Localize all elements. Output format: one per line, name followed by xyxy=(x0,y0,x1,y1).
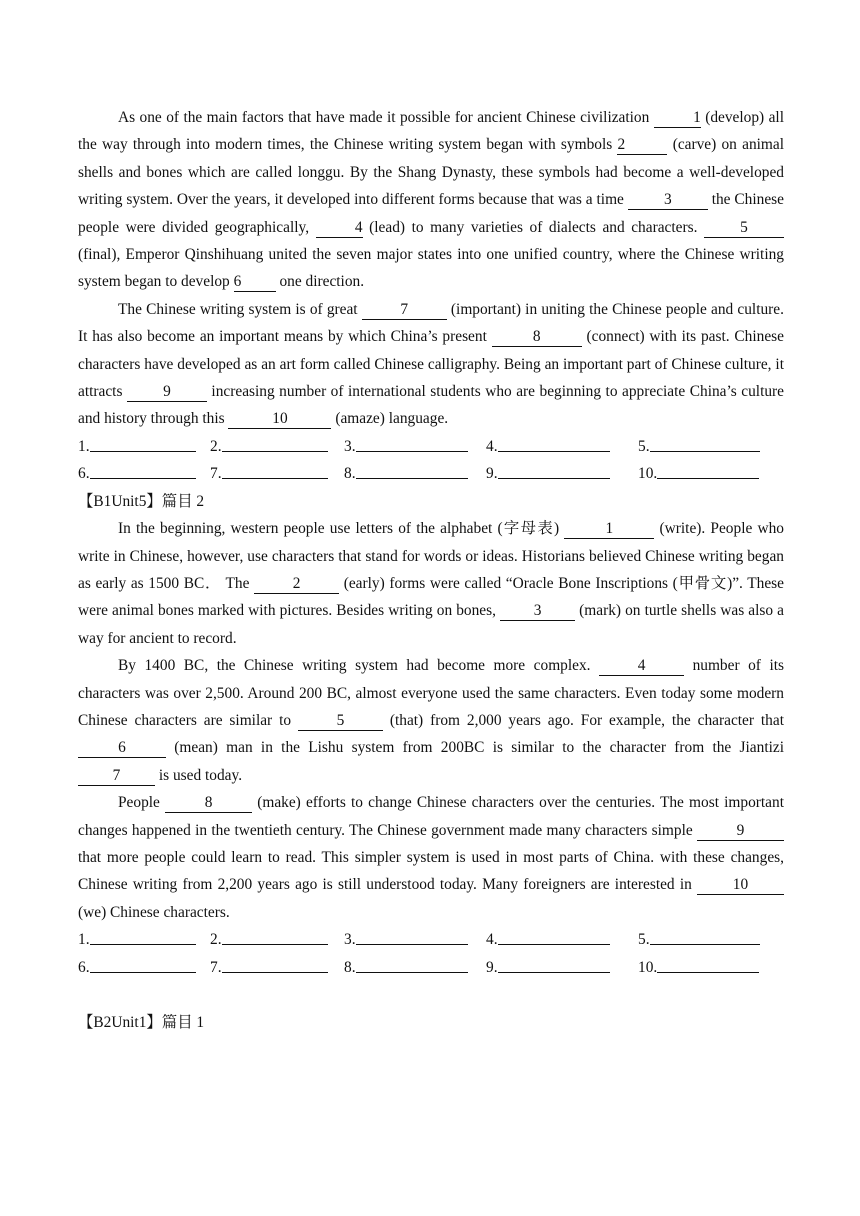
paragraph-text: The Chinese writing system is of great xyxy=(118,300,362,318)
fill-in-blank-10[interactable]: 10 xyxy=(228,410,331,429)
answer-line[interactable] xyxy=(222,433,328,452)
answer-slot xyxy=(344,433,486,460)
fill-in-blank-6[interactable]: 6 xyxy=(234,273,276,292)
answer-slot xyxy=(486,460,638,487)
fill-in-blank-5[interactable]: 5 xyxy=(298,712,383,731)
fill-in-blank-9[interactable]: 9 xyxy=(127,383,207,402)
answer-number: 9. xyxy=(486,465,498,483)
answer-number: 5. xyxy=(638,931,650,949)
answer-line[interactable] xyxy=(498,433,610,452)
answer-line[interactable] xyxy=(90,926,196,945)
answer-line[interactable] xyxy=(356,954,468,973)
answer-slot xyxy=(78,954,210,981)
passage2-paragraph3 xyxy=(78,789,784,926)
paragraph-text: In the beginning, western people use letters of the alphabet (字母表) xyxy=(118,520,565,538)
paragraph-text: one direction. xyxy=(275,273,365,291)
section-heading-b1unit5: 【B1Unit5】篇目 2 xyxy=(78,492,205,510)
answer-row-4 xyxy=(78,954,784,981)
paragraph-text: (amaze) language. xyxy=(331,410,449,428)
answer-line[interactable] xyxy=(90,433,196,452)
paragraph-text: By 1400 BC, the Chinese writing system had become more complex. xyxy=(118,657,600,675)
answer-slot xyxy=(344,954,486,981)
answer-line[interactable] xyxy=(657,460,759,479)
answer-line[interactable] xyxy=(356,433,468,452)
fill-in-blank-4[interactable]: 4 xyxy=(599,657,684,676)
paragraph-text: (develop) all the way through into modern times, the Chinese writing system began with symbols xyxy=(78,109,784,154)
document-page xyxy=(78,104,784,1036)
paragraph-text: (that) from 2,000 years ago. For example, the character that xyxy=(382,711,784,729)
answer-line[interactable] xyxy=(222,954,328,973)
paragraph-text: As one of the main factors that have made it possible for ancient Chinese civilization xyxy=(118,109,654,126)
answer-number: 3. xyxy=(344,931,356,949)
answer-slot xyxy=(210,926,344,953)
answer-line[interactable] xyxy=(498,460,610,479)
answer-number: 10. xyxy=(638,465,658,483)
passage1-paragraph1 xyxy=(78,104,784,296)
paragraph-text: (carve) on animal shells and bones which are called longgu. By the Shang Dynasty, these symbols had become a well-developed writing system. Over the years, it developed into different forms because that was a time xyxy=(78,136,784,209)
answer-number: 9. xyxy=(486,958,498,976)
paragraph-text: (mean) man in the Lishu system from 200BC is similar to the character from the Jiantizi xyxy=(166,739,784,757)
answer-number: 7. xyxy=(210,465,222,483)
paragraph-text: People xyxy=(118,794,166,812)
answer-number: 5. xyxy=(638,437,650,455)
paragraph-text: (connect) with its past. Chinese characters have developed as an art form called Chinese calligraphy. Being an important part of Chinese culture, it attracts xyxy=(78,328,784,401)
paragraph-text: (we) Chinese characters. xyxy=(78,903,230,921)
answer-line[interactable] xyxy=(498,926,610,945)
answer-slot xyxy=(344,926,486,953)
answer-number: 7. xyxy=(210,958,222,976)
answer-slot xyxy=(78,926,210,953)
answer-number: 8. xyxy=(344,465,356,483)
fill-in-blank-1[interactable]: 1 xyxy=(654,109,701,128)
paragraph-text: (final), Emperor Qinshihuang united the seven major states into one unified country, where the Chinese writing system began to develop xyxy=(78,246,784,291)
answer-line[interactable] xyxy=(222,926,328,945)
answer-slot xyxy=(78,460,210,487)
answer-line[interactable] xyxy=(650,926,760,945)
answer-number: 3. xyxy=(344,437,356,455)
passage2-paragraph1 xyxy=(78,515,784,652)
fill-in-blank-5[interactable]: 5 xyxy=(704,219,784,238)
fill-in-blank-2[interactable]: 2 xyxy=(617,136,667,155)
fill-in-blank-8[interactable]: 8 xyxy=(165,794,252,813)
fill-in-blank-6[interactable]: 6 xyxy=(78,739,166,758)
answer-slot xyxy=(210,460,344,487)
fill-in-blank-7[interactable]: 7 xyxy=(362,301,447,320)
paragraph-text: (mark) on turtle shells was also a way for ancient to record. xyxy=(78,602,784,647)
answer-number: 1. xyxy=(78,437,90,455)
fill-in-blank-8[interactable]: 8 xyxy=(492,328,582,347)
paragraph-text: (lead) to many varieties of dialects and characters. xyxy=(362,218,704,236)
passage2-paragraph2 xyxy=(78,652,784,789)
fill-in-blank-9[interactable]: 9 xyxy=(697,822,784,841)
answer-number: 6. xyxy=(78,465,90,483)
answer-slot xyxy=(638,926,778,953)
answer-number: 1. xyxy=(78,931,90,949)
answer-slot xyxy=(486,954,638,981)
answer-slot xyxy=(210,433,344,460)
answer-slot xyxy=(486,433,638,460)
passage1-paragraph2 xyxy=(78,296,784,433)
paragraph-text: is used today. xyxy=(155,766,243,784)
answer-line[interactable] xyxy=(356,460,468,479)
answer-row-1 xyxy=(78,433,784,460)
answer-row-3 xyxy=(78,926,784,953)
answer-slot xyxy=(638,954,778,981)
fill-in-blank-7[interactable]: 7 xyxy=(78,767,155,786)
fill-in-blank-3[interactable]: 3 xyxy=(628,191,708,210)
paragraph-text: (make) efforts to change Chinese characters over the centuries. The most important changes happened in the twentieth century. The Chinese government made many characters simple xyxy=(78,794,784,839)
paragraph-text: (write). People who write in Chinese, however, use characters that stand for words or ideas. Historians believed Chinese writing began as early as 1500 BC． The xyxy=(78,520,784,592)
section-heading-b2unit1: 【B2Unit1】篇目 1 xyxy=(78,1014,205,1031)
answer-number: 8. xyxy=(344,958,356,976)
answer-number: 6. xyxy=(78,958,90,976)
fill-in-blank-4[interactable]: 4 xyxy=(316,219,363,238)
answer-number: 4. xyxy=(486,437,498,455)
answer-line[interactable] xyxy=(650,433,760,452)
answer-number: 4. xyxy=(486,931,498,949)
answer-row-2 xyxy=(78,460,784,487)
fill-in-blank-2[interactable]: 2 xyxy=(254,575,339,594)
fill-in-blank-1[interactable]: 1 xyxy=(564,520,654,539)
paragraph-text: the Chinese people were divided geographically, xyxy=(78,191,784,236)
answer-slot xyxy=(486,926,638,953)
answer-line[interactable] xyxy=(222,460,328,479)
paragraph-text: that more people could learn to read. This simpler system is used in most parts of China. with these changes, Chinese writing from 2,200 years ago is still understood today. Many foreigners are interested in xyxy=(78,848,784,894)
answer-slot xyxy=(638,433,778,460)
answer-line[interactable] xyxy=(498,954,610,973)
fill-in-blank-10[interactable]: 10 xyxy=(697,876,784,895)
answer-line[interactable] xyxy=(90,460,196,479)
answer-line[interactable] xyxy=(356,926,468,945)
answer-slot xyxy=(78,433,210,460)
answer-line[interactable] xyxy=(657,954,759,973)
answer-slot xyxy=(344,460,486,487)
paragraph-text: number of its characters was over 2,500. Around 200 BC, almost everyone used the same characters. Even today some modern Chinese characters are similar to xyxy=(78,657,784,729)
paragraph-text: (important) in uniting the Chinese people and culture. It has also become an important means by which China’s present xyxy=(78,300,784,346)
answer-line[interactable] xyxy=(90,954,196,973)
answer-slot xyxy=(638,460,778,487)
answer-number: 2. xyxy=(210,437,222,455)
paragraph-text: (early) forms were called “Oracle Bone Inscriptions (甲骨文)”. These were animal bones marked with pictures. Besides writing on bones, xyxy=(78,574,784,620)
answer-number: 10. xyxy=(638,958,658,976)
paragraph-text: increasing number of international students who are beginning to appreciate China’s culture and history through this xyxy=(78,383,784,428)
answer-number: 2. xyxy=(210,931,222,949)
fill-in-blank-3[interactable]: 3 xyxy=(500,602,575,621)
answer-slot xyxy=(210,954,344,981)
